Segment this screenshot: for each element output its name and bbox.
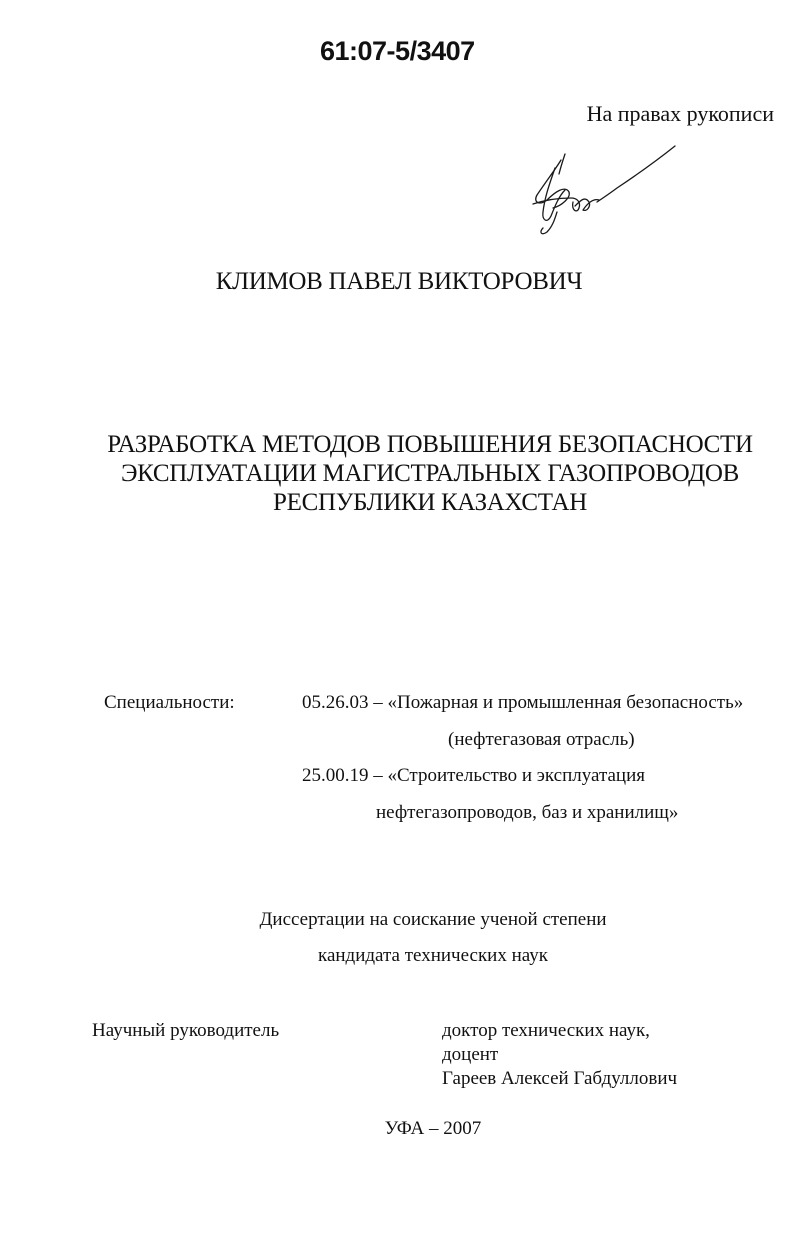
supervisor-degree: доктор технических наук, — [442, 1020, 650, 1041]
title-line: РЕСПУБЛИКИ КАЗАХСТАН — [273, 489, 587, 516]
specialties-label: Специальности: — [104, 692, 235, 713]
author-name: КЛИМОВ ПАВЕЛ ВИКТОРОВИЧ — [215, 268, 583, 295]
handwritten-signature — [525, 140, 685, 240]
supervisor-label: Научный руководитель — [92, 1020, 280, 1041]
specialty-1-line-1: 05.26.03 – «Пожарная и промышленная безопасность» — [302, 692, 744, 713]
dissertation-degree-line-1: Диссертации на соискание ученой степени — [259, 909, 607, 930]
manuscript-rights-label: На правах рукописи — [586, 101, 774, 126]
supervisor-rank: доцент — [442, 1044, 499, 1065]
city-year: УФА – 2007 — [384, 1118, 482, 1139]
dissertation-degree-line-2: кандидата технических наук — [318, 945, 548, 966]
archive-code-stamp: 61:07-5/3407 — [320, 36, 475, 66]
supervisor-name: Гареев Алексей Габдуллович — [442, 1068, 678, 1089]
specialty-2-line-2: нефтегазопроводов, баз и хранилищ» — [376, 802, 679, 823]
title-line: РАЗРАБОТКА МЕТОДОВ ПОВЫШЕНИЯ БЕЗОПАСНОСТИ — [107, 431, 753, 458]
title-line: ЭКСПЛУАТАЦИИ МАГИСТРАЛЬНЫХ ГАЗОПРОВОДОВ — [120, 460, 740, 487]
dissertation-title — [0, 430, 798, 517]
specialty-2-line-1: 25.00.19 – «Строительство и эксплуатация — [302, 765, 645, 786]
specialty-1-line-2: (нефтегазовая отрасль) — [448, 729, 635, 750]
